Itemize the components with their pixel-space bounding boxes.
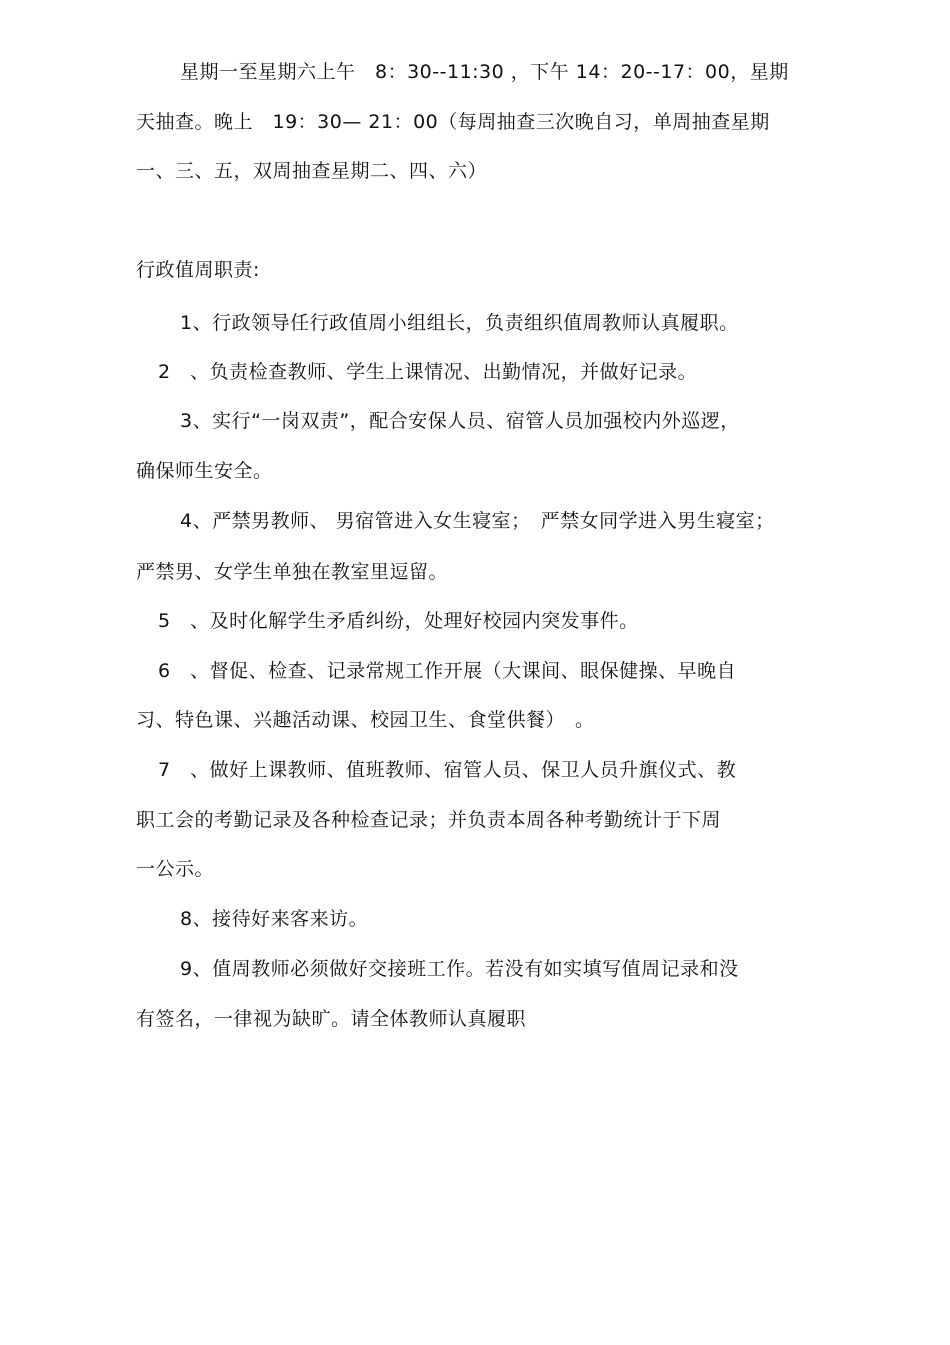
duty-8-line-1: 8、接待好来客来访。 xyxy=(180,908,369,930)
section-heading: 行政值周职责: xyxy=(136,259,260,281)
duty-4-line-1: 4、严禁男教师、 男宿管进入女生寝室； 严禁女同学进入男生寝室； xyxy=(180,510,775,532)
duty-2-line-1: 2 、负责检查教师、学生上课情况、出勤情况，并做好记录。 xyxy=(158,361,698,383)
duty-9-line-2: 有签名，一律视为缺旷。请全体教师认真履职 xyxy=(136,1008,527,1030)
duty-7-line-2: 职工会的考勤记录及各种检查记录；并负责本周各种考勤统计于下周 xyxy=(136,809,722,831)
schedule-line-3: 一、三、五，双周抽查星期二、四、六） xyxy=(136,160,488,182)
duty-7-line-3: 一公示。 xyxy=(136,858,215,880)
schedule-line-1: 星期一至星期六上午 8：30--11:30 ，下午 14：20--17：00，星期 xyxy=(180,61,789,83)
duty-3-line-1: 3、实行“一岗双责”，配合安保人员、宿管人员加强校内外巡逻， xyxy=(180,410,740,432)
schedule-line-2: 天抽查。晚上 19：30— 21：00（每周抽查三次晚自习，单周抽查星期 xyxy=(136,111,770,133)
duty-7-line-1: 7 、做好上课教师、值班教师、宿管人员、保卫人员升旗仪式、教 xyxy=(158,759,737,781)
duty-3-line-2: 确保师生安全。 xyxy=(136,460,273,482)
duty-6-line-2: 习、特色课、兴趣活动课、校园卫生、食堂供餐） 。 xyxy=(136,709,595,731)
duty-1-line-1: 1、行政领导任行政值周小组组长，负责组织值周教师认真履职。 xyxy=(180,312,739,334)
duty-6-line-1: 6 、督促、检查、记录常规工作开展（大课间、眼保健操、早晚自 xyxy=(158,660,737,682)
duty-4-line-2: 严禁男、女学生单独在教室里逗留。 xyxy=(136,561,449,583)
duty-5-line-1: 5 、及时化解学生矛盾纠纷，处理好校园内突发事件。 xyxy=(158,610,639,632)
duty-9-line-1: 9、值周教师必须做好交接班工作。若没有如实填写值周记录和没 xyxy=(180,958,739,980)
